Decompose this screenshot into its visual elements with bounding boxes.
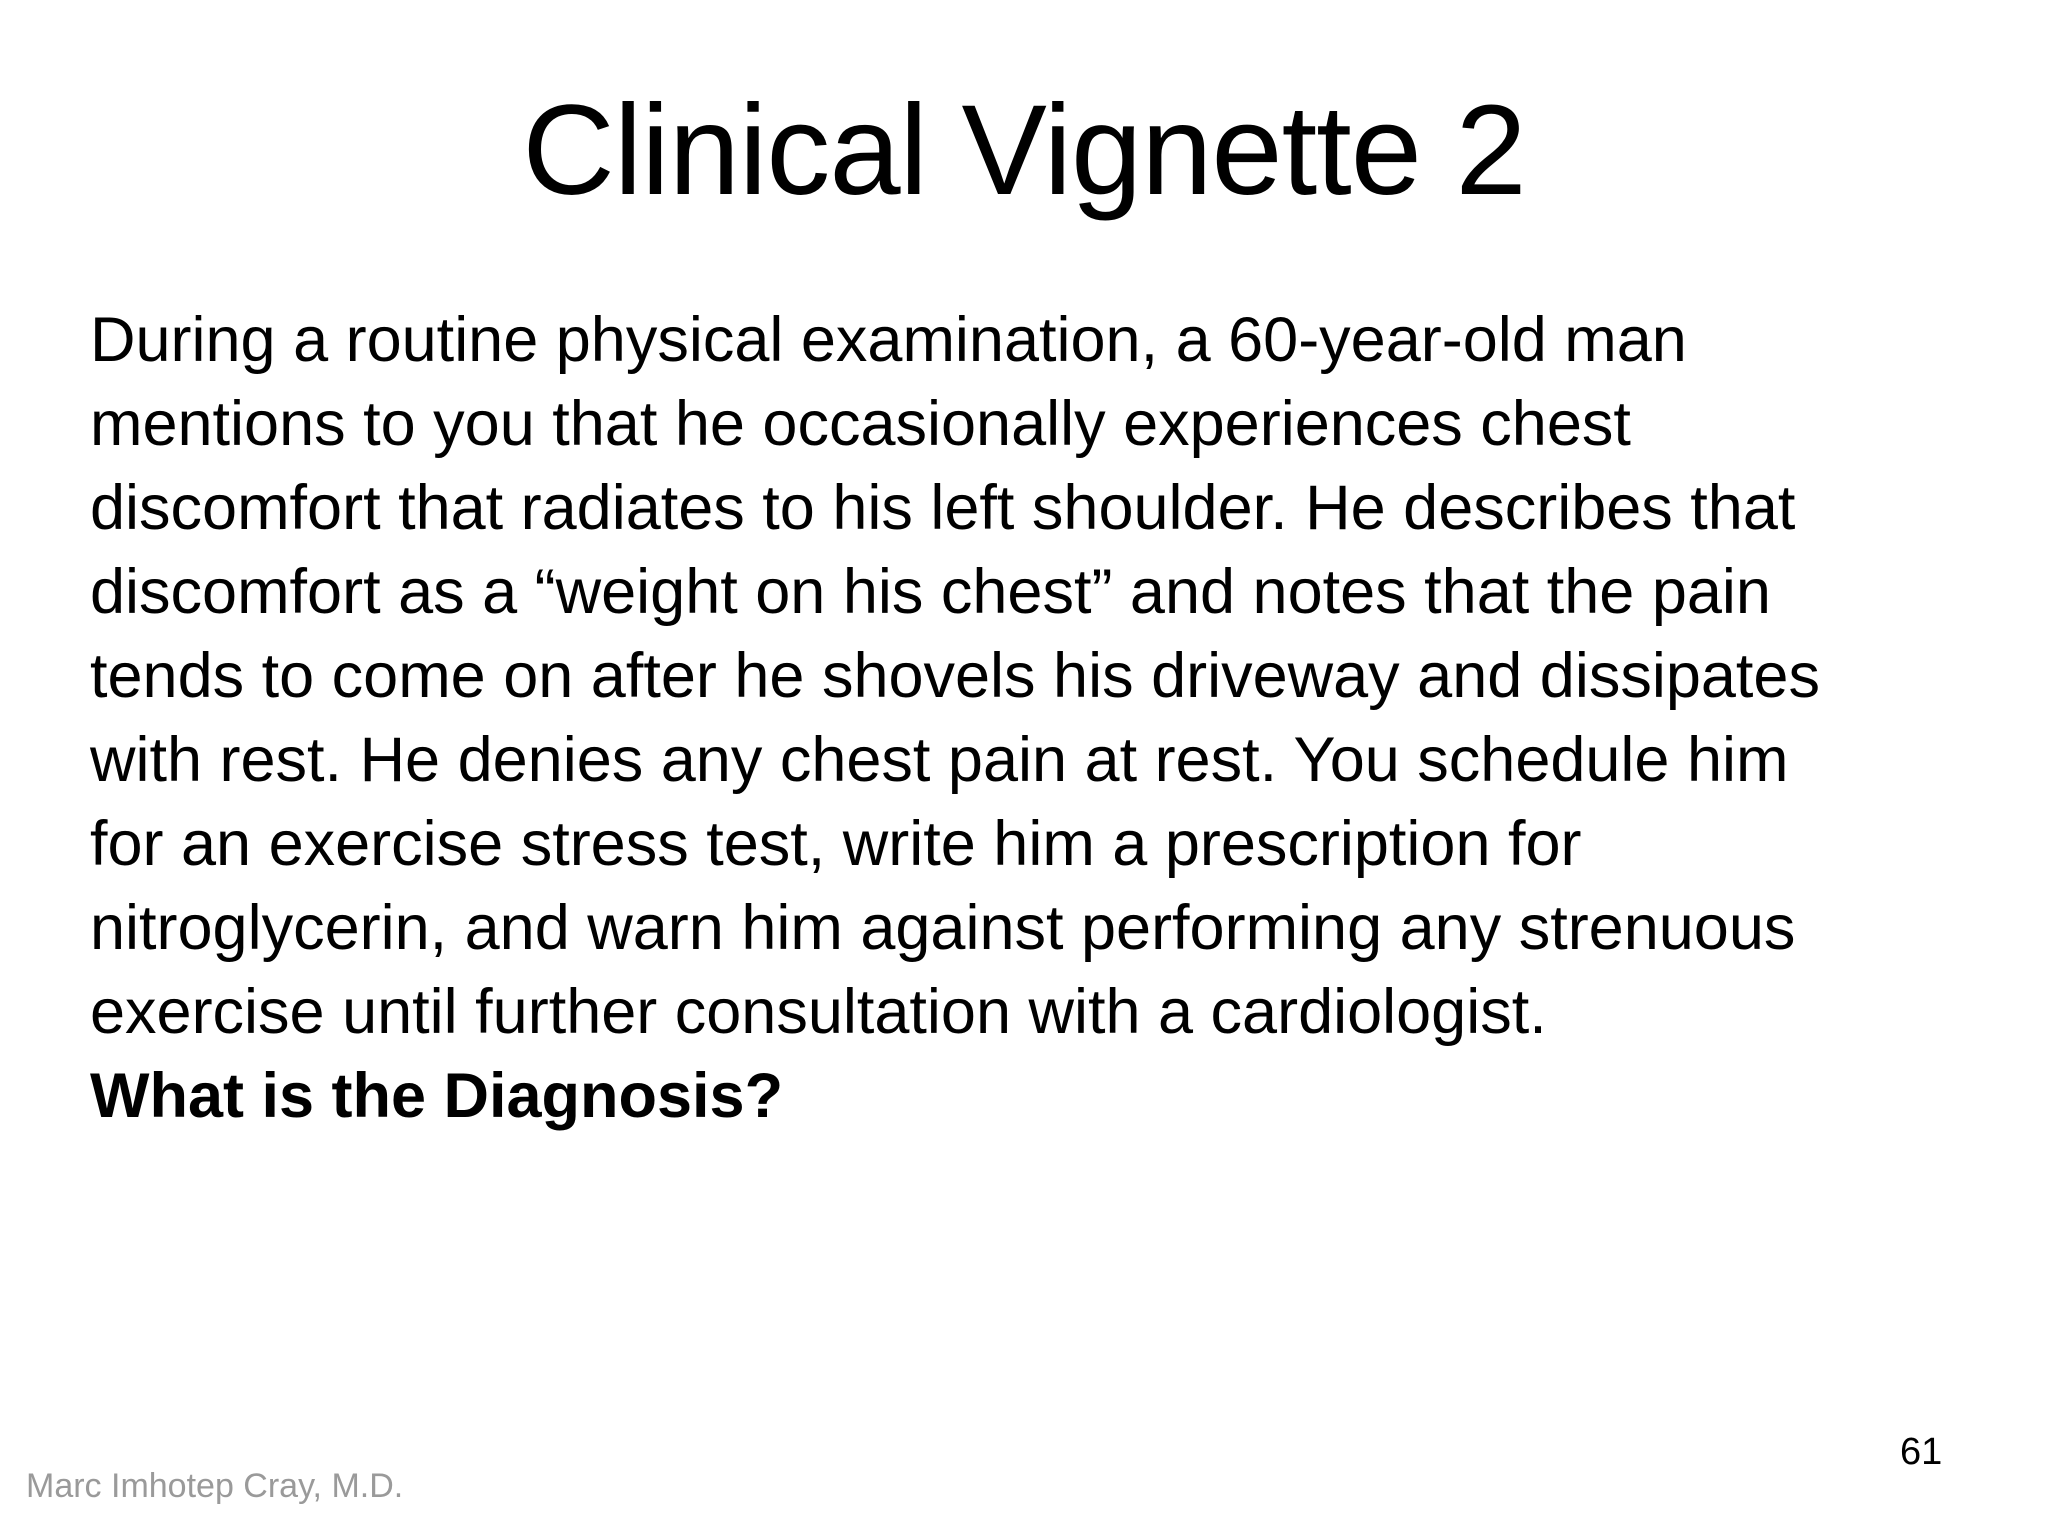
diagnosis-question: What is the Diagnosis? <box>90 1061 784 1131</box>
body-line: for an exercise stress test, write him a prescription for <box>90 809 1582 879</box>
vignette-body <box>90 298 2020 1138</box>
body-line: discomfort as a “weight on his chest” and notes that the pain <box>90 557 1771 627</box>
body-line: discomfort that radiates to his left shoulder. He describes that <box>90 473 1796 543</box>
body-line: mentions to you that he occasionally experiences chest <box>90 389 1631 459</box>
body-line: During a routine physical examination, a 60-year-old man <box>90 305 1687 375</box>
body-line: with rest. He denies any chest pain at rest. You schedule him <box>90 725 1789 795</box>
page-number: 61 <box>1900 1431 1943 1473</box>
body-line: nitroglycerin, and warn him against performing any strenuous <box>90 893 1796 963</box>
author-credit: Marc Imhotep Cray, M.D. <box>26 1467 404 1505</box>
slide-title: Clinical Vignette 2 <box>522 79 1526 222</box>
body-line: tends to come on after he shovels his driveway and dissipates <box>90 641 1820 711</box>
body-line: exercise until further consultation with a cardiologist. <box>90 977 1547 1047</box>
